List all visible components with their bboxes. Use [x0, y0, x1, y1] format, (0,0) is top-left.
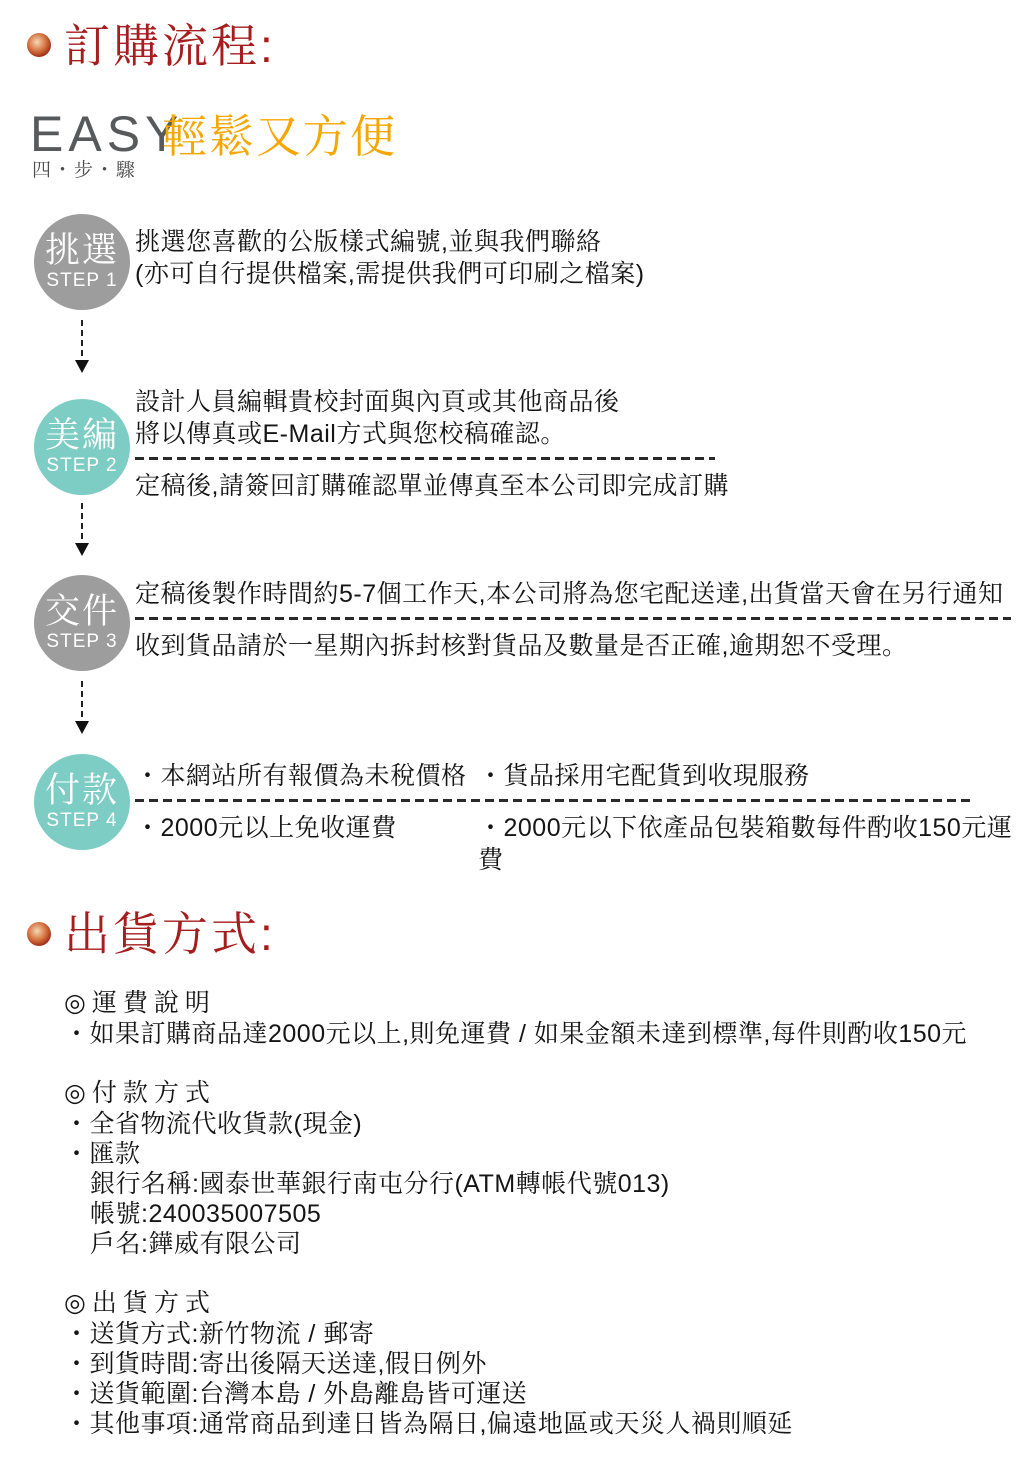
step1-number: STEP 1	[46, 270, 118, 291]
freight-line1: ・如果訂購商品達2000元以上,則免運費 / 如果金額未達到標準,每件則酌收150元	[64, 1020, 968, 1048]
step3-text	[135, 578, 1011, 662]
step1-label: 挑選	[44, 231, 119, 270]
freight-block	[64, 988, 967, 1049]
step2-divider	[135, 457, 715, 460]
shipping-title: 出貨方式:	[64, 908, 276, 960]
step3-line2: 收到貨品請於一星期內拆封核對貨品及數量是否正確,逾期恕不受理。	[135, 632, 908, 660]
delivery-item1: ・送貨方式:新竹物流 / 郵寄	[64, 1320, 375, 1348]
step1-line1: 挑選您喜歡的公版樣式編號,並與我們聯絡	[135, 228, 602, 256]
bank-name: 銀行名稱:國泰世華銀行南屯分行(ATM轉帳代號013)	[90, 1170, 670, 1198]
arrow-down-icon	[81, 681, 83, 727]
delivery-block	[64, 1288, 967, 1439]
step4-divider	[135, 799, 975, 802]
step3-divider	[135, 617, 1011, 620]
step4-row2-col2: ・2000元以下依產品包裝箱數每件酌收150元運費	[478, 814, 1013, 874]
step2-text	[135, 386, 729, 502]
step2-label: 美編	[44, 416, 119, 455]
arrow-down-icon	[81, 320, 83, 366]
payment-block	[64, 1078, 967, 1259]
step4-text	[135, 760, 1025, 876]
step3-number: STEP 3	[46, 631, 118, 652]
easy-word: EASY	[30, 106, 184, 162]
step2-line2: 將以傳真或E-Mail方式與您校稿確認。	[135, 420, 566, 448]
step4-row1-col1: ・本網站所有報價為未稅價格	[135, 762, 467, 790]
step2-line3: 定稿後,請簽回訂購確認單並傳真至本公司即完成訂購	[135, 472, 729, 500]
step2-line1: 設計人員編輯貴校封面與內頁或其他商品後	[135, 388, 620, 416]
easy-sub-label: 四・步・驟	[32, 160, 138, 181]
step4-number: STEP 4	[46, 810, 118, 831]
delivery-item2: ・到貨時間:寄出後隔天送達,假日例外	[64, 1350, 487, 1378]
delivery-item4: ・其他事項:通常商品到達日皆為隔日,偏遠地區或天災人禍則順延	[64, 1410, 793, 1438]
bank-account-name: 戶名:鏵威有限公司	[90, 1230, 302, 1258]
step3-badge	[34, 575, 130, 671]
delivery-heading: ◎出貨方式	[64, 1289, 216, 1317]
step4-row2-col1: ・2000元以上免收運費	[135, 814, 397, 842]
delivery-item3: ・送貨範圍:台灣本島 / 外島離島皆可運送	[64, 1380, 528, 1408]
order-process-title: 訂購流程:	[64, 20, 276, 72]
payment-item1: ・全省物流代收貨款(現金)	[64, 1110, 363, 1138]
section1-bullet-icon	[27, 33, 51, 57]
shipping-body	[64, 988, 967, 1468]
payment-heading: ◎付款方式	[64, 1079, 216, 1107]
step4-row1-col2: ・貨品採用宅配貨到收現服務	[478, 762, 810, 790]
freight-heading: ◎運費說明	[64, 989, 216, 1017]
step2-number: STEP 2	[46, 455, 118, 476]
step1-line2: (亦可自行提供檔案,需提供我們可印刷之檔案)	[135, 260, 645, 288]
step2-badge	[34, 399, 130, 495]
payment-item2: ・匯款	[64, 1140, 141, 1168]
step1-badge	[34, 214, 130, 310]
arrow-down-icon	[81, 503, 83, 549]
step3-label: 交件	[44, 592, 119, 631]
step4-badge	[34, 754, 130, 850]
bank-account-number: 帳號:240035007505	[90, 1200, 322, 1228]
step1-text	[135, 226, 645, 290]
section2-bullet-icon	[27, 922, 51, 946]
easy-tagline: 輕鬆又方便	[162, 111, 398, 162]
step4-label: 付款	[44, 771, 119, 810]
step3-line1: 定稿後製作時間約5-7個工作天,本公司將為您宅配送達,出貨當天會在另行通知	[135, 580, 1004, 608]
